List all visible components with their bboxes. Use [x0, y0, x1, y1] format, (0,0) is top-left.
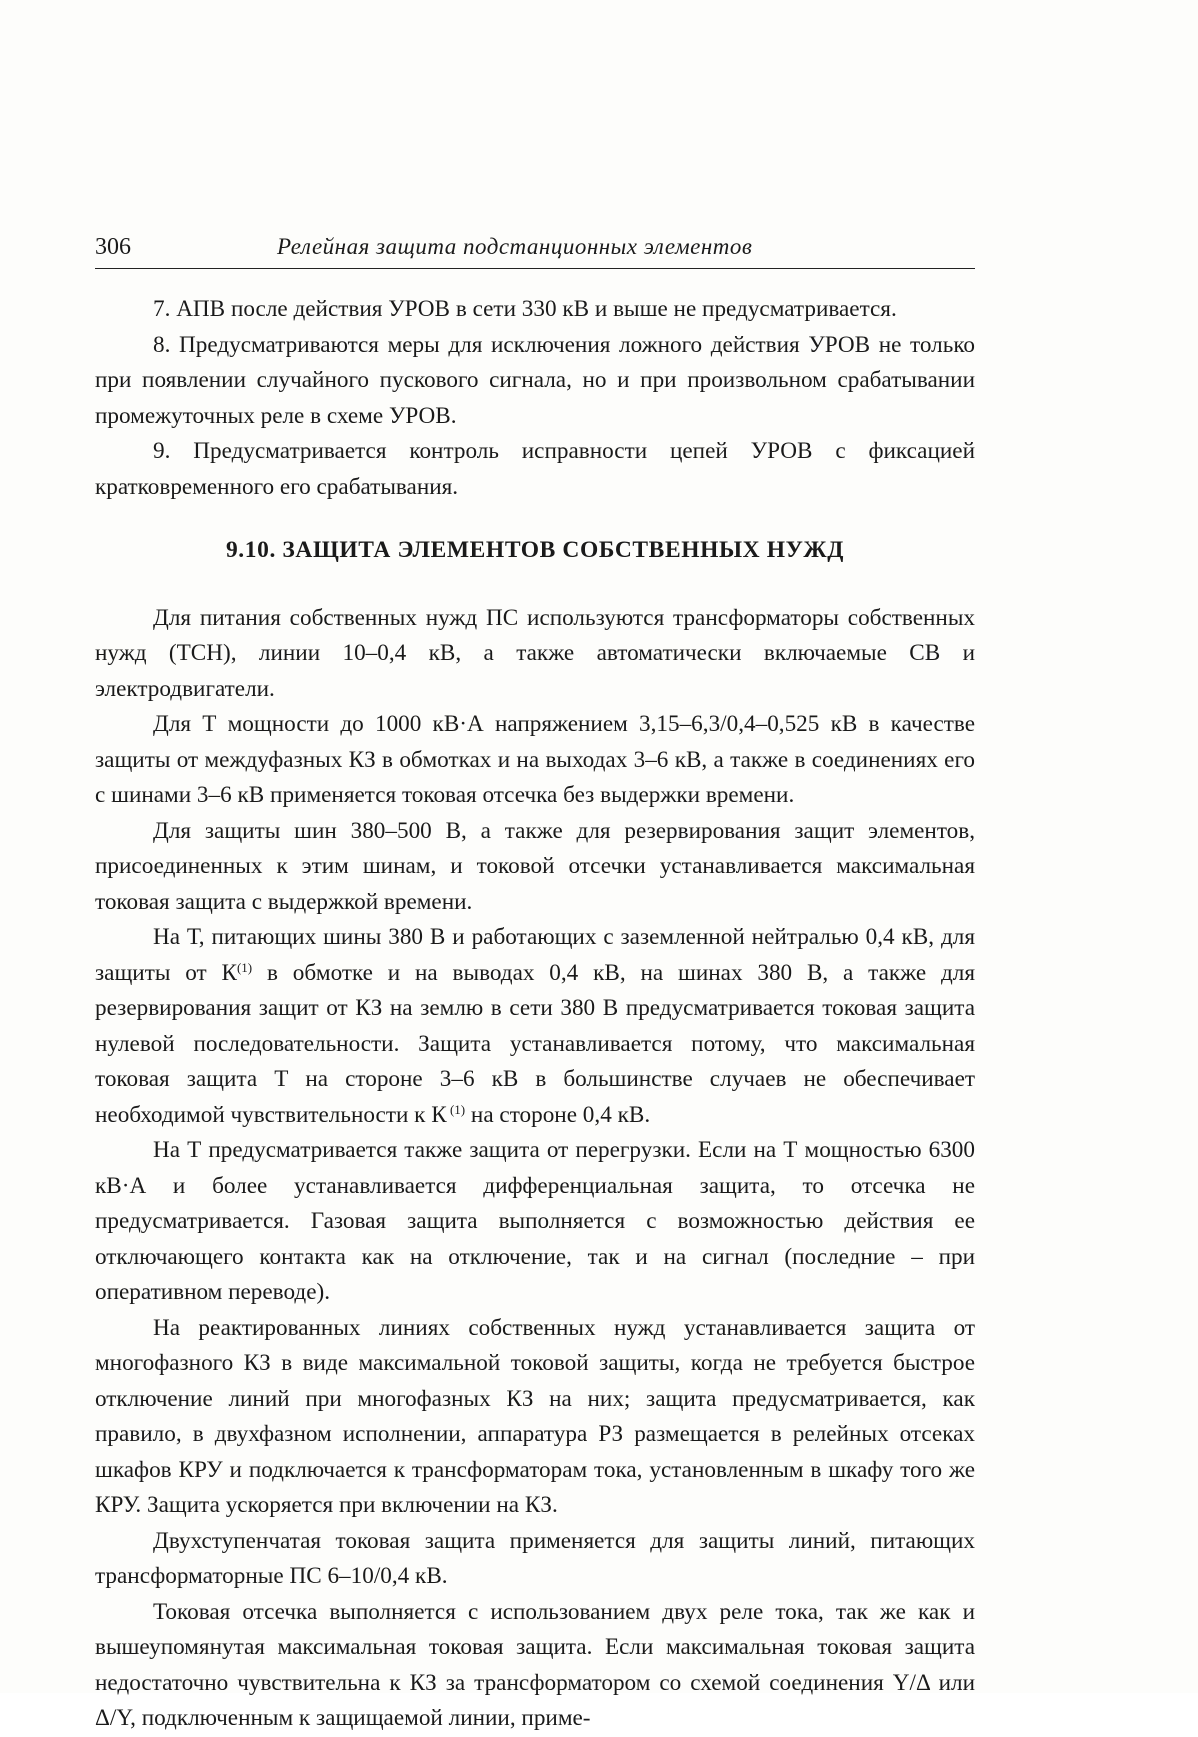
running-title: Релейная защита подстанционных элементов	[277, 234, 753, 259]
page-number: 306	[95, 234, 131, 260]
list-item-7: 7. АПВ после действия УРОВ в сети 330 кВ и выше не предусматривается.	[153, 296, 897, 322]
paragraph-3: Для защиты шин 380–500 В, а также для резервирования защит элементов, присоединенных к этим шинам, и токовой отсечки устанавливается максимальная токовая защита с выдержкой времени.	[95, 817, 975, 915]
paragraph-8: Токовая отсечка выполняется с использованием двух реле тока, так же как и вышеупомянутая максимальная токовая защита. Если максимальная токовая защита недостаточно чувствительна к КЗ за трансформатором со схемой соединения Y/Δ или Δ/Y, подключенным к защищаемой линии, приме-	[95, 1598, 975, 1731]
paragraph-4-part-b: в обмотке и на выводах 0,4 кВ, на шинах 380 В, а также для резервирования защит от КЗ на землю в сети 380 В предусматривается токовая защита нулевой последовательности. Защита устанавливается потому, что максимальная токовая защита Т на стороне 3–6 кВ в большинстве случаев не обеспечивает необходимой чувствительности к К	[95, 959, 975, 1128]
header-rule	[95, 268, 975, 269]
paragraph-4	[95, 920, 975, 1133]
paragraph-7: Двухступенчатая токовая защита применяется для защиты линий, питающих трансформаторные ПС 6–10/0,4 кВ.	[95, 1527, 975, 1589]
page-header	[95, 228, 975, 268]
list-item-8: 8. Предусматриваются меры для исключения ложного действия УРОВ не только при появлении случайного пускового сигнала, но и при произвольном срабатывании промежуточных реле в схеме УРОВ.	[95, 331, 975, 429]
paragraph-1: Для питания собственных нужд ПС используются трансформаторы собственных нужд (ТСН), линии 10–0,4 кВ, а также автоматически включаемые СВ и электродвигатели.	[95, 604, 975, 702]
superscript-1: (1)	[236, 959, 253, 975]
paragraph-4-part-c: на стороне 0,4 кВ.	[465, 1101, 651, 1128]
paragraph-5: На Т предусматривается также защита от перегрузки. Если на Т мощностью 6300 кВ·А и более устанавливается дифференциальная защита, то отсечка не предусматривается. Газовая защита выполняется с возможностью действия ее отключающего контакта как на отключение, так и на сигнал (последние – при оперативном переводе).	[95, 1137, 975, 1305]
page-body	[95, 292, 975, 1737]
paragraph-6: На реактированных линиях собственных нужд устанавливается защита от многофазного КЗ в виде максимальной токовой защиты, когда не требуется быстрое отключение линий при многофазных КЗ на них; защита предусматривается, как правило, в двухфазном исполнении, аппаратура РЗ размещается в релейных отсеках шкафов КРУ и подключается к трансформаторам тока, установленным в шкафу того же КРУ. Защита ускоряется при включении на КЗ.	[95, 1314, 975, 1518]
paragraph-2: Для Т мощности до 1000 кВ·А напряжением 3,15–6,3/0,4–0,525 кВ в качестве защиты от междуфазных КЗ в обмотках и на выходах 3–6 кВ, а также в соединениях его с шинами 3–6 кВ применяется токовая отсечка без выдержки времени.	[95, 711, 975, 808]
section-heading: 9.10. ЗАЩИТА ЭЛЕМЕНТОВ СОБСТВЕННЫХ НУЖД	[225, 537, 845, 563]
paragraph-4-part-a: На Т, питающих шины 380 В и работающих с заземленной нейтралью 0,4 кВ, для защиты от К	[95, 924, 975, 986]
list-item-9: 9. Предусматривается контроль исправности цепей УРОВ с фиксацией кратковременного его срабатывания.	[95, 438, 975, 500]
superscript-2: (1)	[446, 1101, 466, 1117]
